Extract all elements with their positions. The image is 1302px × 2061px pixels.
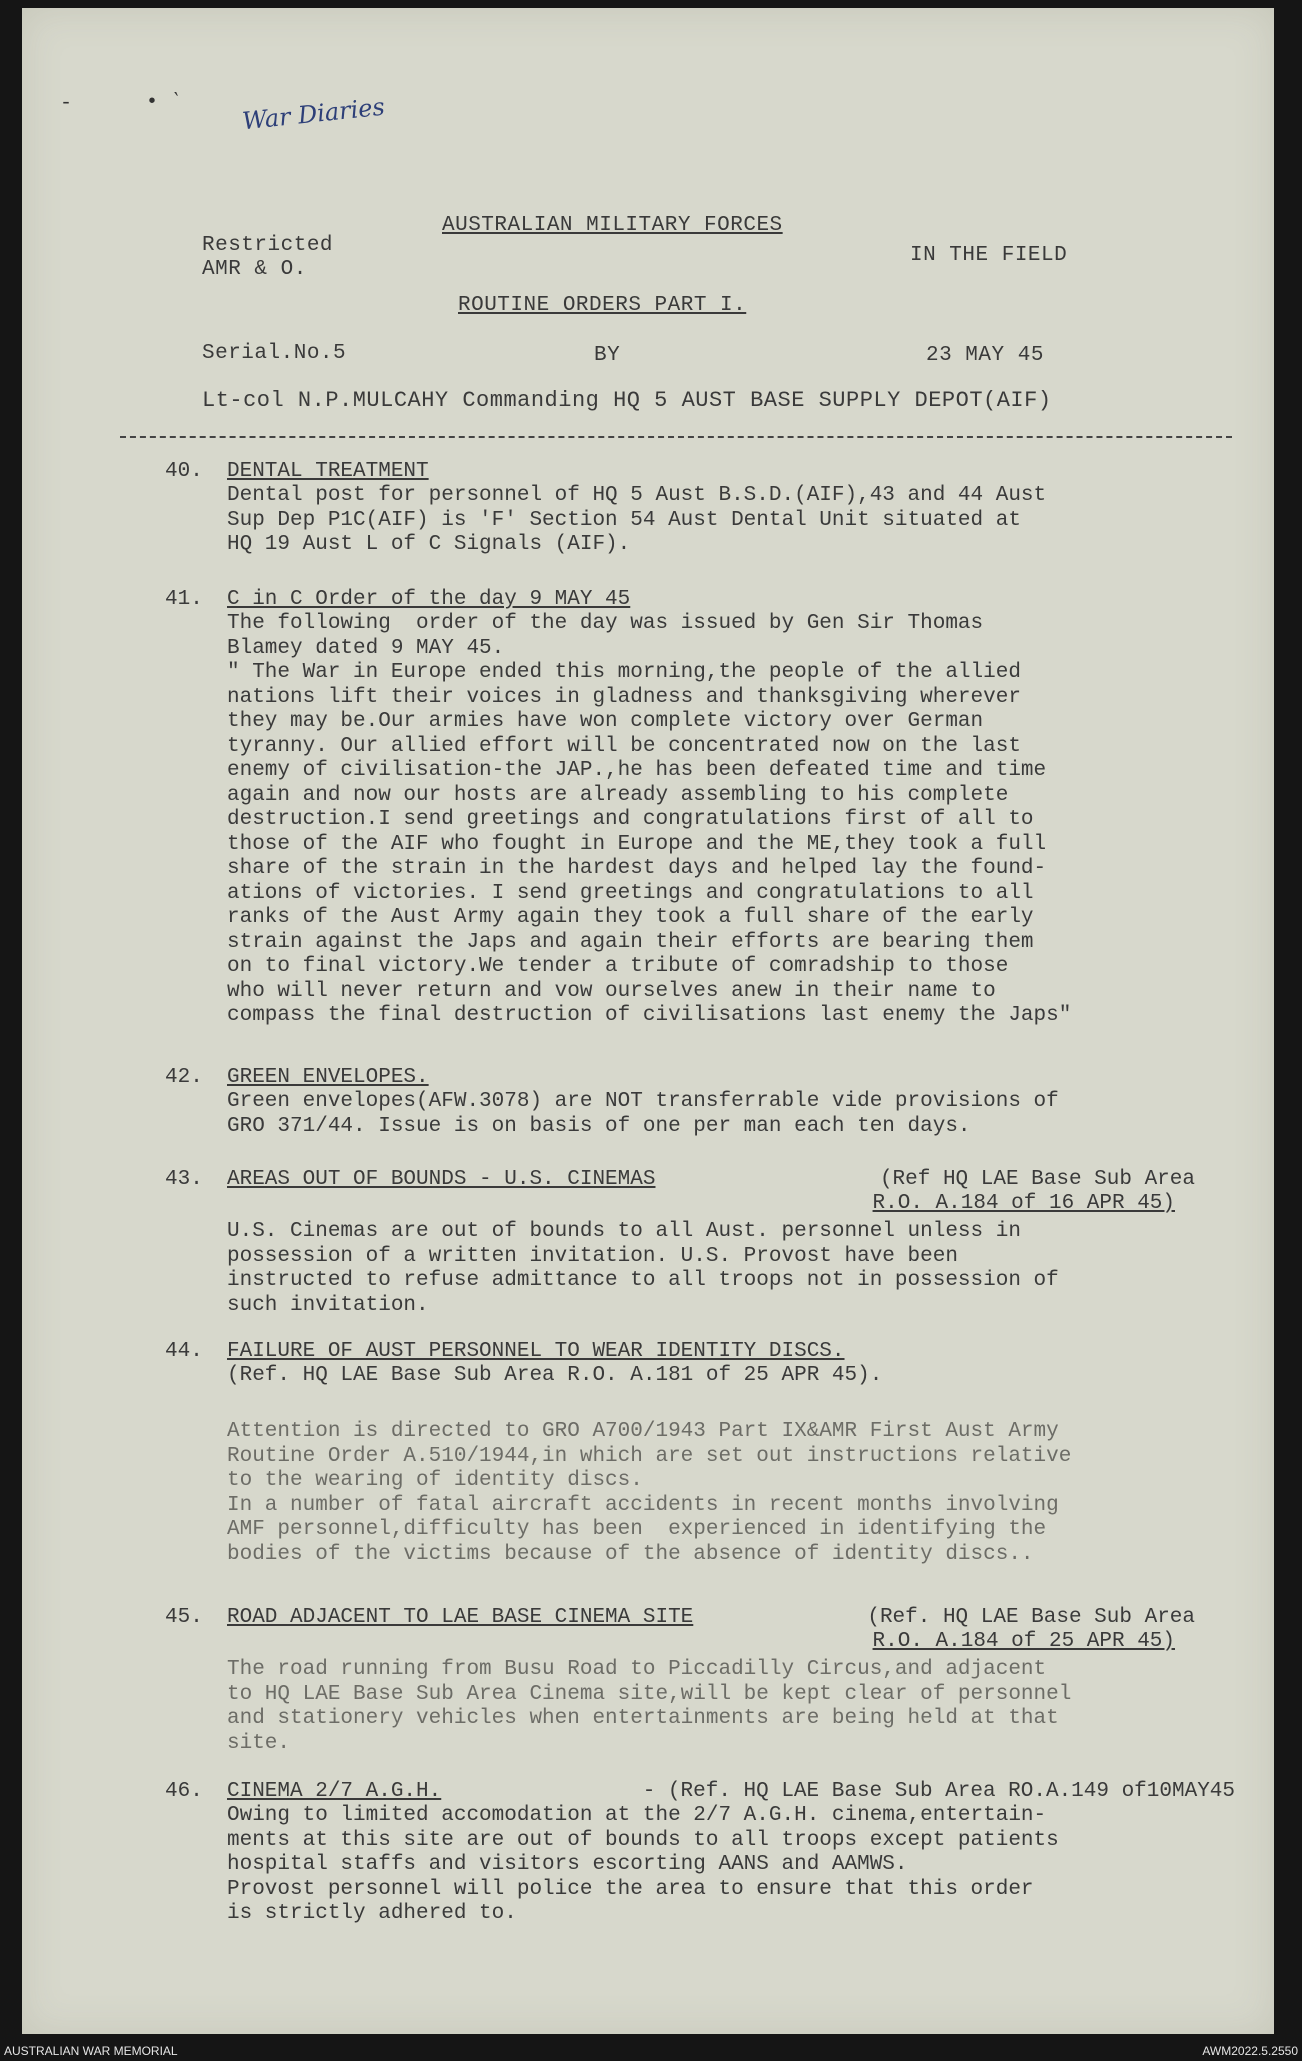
body-line: destruction.I send greetings and congratulations first of all to bbox=[227, 808, 1034, 831]
item-heading: CINEMA 2/7 A.G.H. bbox=[227, 1780, 442, 1803]
item-body bbox=[227, 484, 1046, 558]
item-heading: GREEN ENVELOPES. bbox=[227, 1066, 429, 1089]
punch-mark: - bbox=[60, 92, 73, 115]
body-line: possession of a written invitation. U.S. Provost have been bbox=[227, 1244, 958, 1268]
body-line: site. bbox=[227, 1731, 291, 1755]
body-line: hospital staffs and visitors escorting AANS and AAMWS. bbox=[227, 1853, 908, 1876]
body-line: share of the strain in the hardest days and helped lay the found- bbox=[227, 857, 1047, 880]
item-number: 40. bbox=[165, 460, 203, 483]
item-number: 41. bbox=[165, 588, 203, 611]
body-line: The road running from Busu Road to Piccadilly Circus,and adjacent bbox=[227, 1658, 1047, 1681]
item-body bbox=[227, 612, 1071, 1029]
body-line: Provost personnel will police the area to ensure that this order bbox=[227, 1877, 1034, 1901]
item-body bbox=[227, 1804, 1059, 1927]
body-line: to the wearing of identity discs. bbox=[227, 1469, 643, 1492]
body-line: Routine Order A.510/1944,in which are set out instructions relative bbox=[227, 1444, 1072, 1468]
order-date: 23 MAY 45 bbox=[926, 344, 1044, 367]
body-line: and stationery vehicles when entertainments are being held at that bbox=[227, 1707, 1059, 1730]
item-reference-cont: R.O. A.184 of 25 APR 45) bbox=[872, 1630, 1175, 1653]
body-line: U.S. Cinemas are out of bounds to all Aust. personnel unless in bbox=[227, 1220, 1021, 1243]
body-line: is strictly adhered to. bbox=[227, 1902, 517, 1925]
body-line: who will never return and vow ourselves anew in their name to bbox=[227, 979, 996, 1003]
body-line: The following order of the day was issued by Gen Sir Thomas bbox=[227, 612, 984, 635]
restricted-label: Restricted bbox=[202, 234, 334, 257]
body-line: AMF personnel,difficulty has been experienced in identifying the bbox=[227, 1518, 1047, 1541]
body-line: those of the AIF who fought in Europe and the ME,they took a full bbox=[227, 832, 1047, 856]
body-line: tyranny. Our allied effort will be concentrated now on the last bbox=[227, 734, 1021, 758]
body-line: nations lift their voices in gladness and thanksgiving wherever bbox=[227, 685, 1021, 709]
body-line: Owing to limited accomodation at the 2/7 A.G.H. cinema,entertain- bbox=[227, 1804, 1047, 1827]
distribution-label: AMR & O. bbox=[202, 258, 307, 281]
item-heading: ROAD ADJACENT TO LAE BASE CINEMA SITE bbox=[227, 1606, 694, 1629]
commanding-officer: Lt-col N.P.MULCAHY Commanding HQ 5 AUST BASE SUPPLY DEPOT(AIF) bbox=[202, 388, 1052, 413]
body-line: Blamey dated 9 MAY 45. bbox=[227, 636, 505, 660]
ink-spot: • ‵ bbox=[146, 91, 183, 114]
body-line: on to final victory.We tender a tribute of comradship to those bbox=[227, 955, 1009, 978]
document-title: ROUTINE ORDERS PART I. bbox=[458, 294, 747, 317]
body-line: enemy of civilisation-the JAP.,he has been defeated time and time bbox=[227, 759, 1047, 782]
item-reference-cont: R.O. A.184 of 16 APR 45) bbox=[872, 1192, 1175, 1215]
item-body bbox=[227, 1658, 1071, 1756]
item-number: 46. bbox=[165, 1780, 203, 1803]
body-line: again and now our hosts are already assembling to his complete bbox=[227, 783, 1009, 807]
item-body bbox=[227, 1090, 1059, 1139]
item-body bbox=[227, 1220, 1059, 1318]
body-line: GRO 371/44. Issue is on basis of one per man each ten days. bbox=[227, 1114, 971, 1138]
document-page bbox=[22, 8, 1274, 2034]
item-heading: DENTAL TREATMENT bbox=[227, 460, 429, 483]
serial-number: Serial.No.5 bbox=[202, 342, 347, 365]
body-line: bodies of the victims because of the absence of identity discs.. bbox=[227, 1542, 1034, 1566]
body-line: Dental post for personnel of HQ 5 Aust B.S.D.(AIF),43 and 44 Aust bbox=[227, 484, 1047, 507]
body-line: HQ 19 Aust L of C Signals (AIF). bbox=[227, 533, 631, 556]
body-line: such invitation. bbox=[227, 1293, 429, 1317]
body-line: ations of victories. I send greetings and congratulations to all bbox=[227, 881, 1034, 905]
item-heading: C in C Order of the day 9 MAY 45 bbox=[227, 588, 631, 611]
body-line: compass the final destruction of civilisations last enemy the Japs" bbox=[227, 1004, 1072, 1027]
by-label: BY bbox=[594, 344, 621, 367]
footer-credit: AUSTRALIAN WAR MEMORIAL bbox=[4, 2044, 178, 2058]
location-label: IN THE FIELD bbox=[910, 244, 1068, 267]
body-line: Green envelopes(AFW.3078) are NOT transferrable vide provisions of bbox=[227, 1090, 1059, 1113]
item-reference: (Ref. HQ LAE Base Sub Area R.O. A.181 of 25 APR 45). bbox=[227, 1364, 883, 1387]
org-heading: AUSTRALIAN MILITARY FORCES bbox=[442, 214, 783, 237]
item-reference: - (Ref. HQ LAE Base Sub Area RO.A.149 of10MAY45 bbox=[642, 1780, 1235, 1803]
body-line: strain against the Japs and again their efforts are bearing them bbox=[227, 930, 1034, 954]
body-line: instructed to refuse admittance to all troops not in possession of bbox=[227, 1269, 1059, 1292]
body-line: Attention is directed to GRO A700/1943 Part IX&AMR First Aust Army bbox=[227, 1420, 1059, 1443]
body-line: Sup Dep P1C(AIF) is 'F' Section 54 Aust Dental Unit situated at bbox=[227, 508, 1021, 532]
body-line: " The War in Europe ended this morning,the people of the allied bbox=[227, 661, 1021, 684]
body-line: ranks of the Aust Army again they took a full share of the early bbox=[227, 906, 1034, 929]
handwritten-note: War Diaries bbox=[240, 92, 386, 136]
item-number: 45. bbox=[165, 1606, 203, 1629]
item-reference: (Ref. HQ LAE Base Sub Area bbox=[867, 1606, 1195, 1629]
item-number: 44. bbox=[165, 1340, 203, 1363]
footer-accession-number: AWM2022.5.2550 bbox=[1202, 2044, 1298, 2058]
item-number: 42. bbox=[165, 1066, 203, 1089]
item-reference: (Ref HQ LAE Base Sub Area bbox=[879, 1168, 1195, 1191]
item-heading: AREAS OUT OF BOUNDS - U.S. CINEMAS bbox=[227, 1168, 656, 1191]
body-line: to HQ LAE Base Sub Area Cinema site,will be kept clear of personnel bbox=[227, 1682, 1072, 1706]
item-heading: FAILURE OF AUST PERSONNEL TO WEAR IDENTITY DISCS. bbox=[227, 1340, 845, 1363]
item-body bbox=[227, 1420, 1071, 1567]
body-line: In a number of fatal aircraft accidents in recent months involving bbox=[227, 1493, 1059, 1517]
divider-rule bbox=[120, 436, 1232, 438]
item-number: 43. bbox=[165, 1168, 203, 1191]
body-line: ments at this site are out of bounds to all troops except patients bbox=[227, 1828, 1059, 1852]
body-line: they may be.Our armies have won complete victory over German bbox=[227, 710, 984, 733]
